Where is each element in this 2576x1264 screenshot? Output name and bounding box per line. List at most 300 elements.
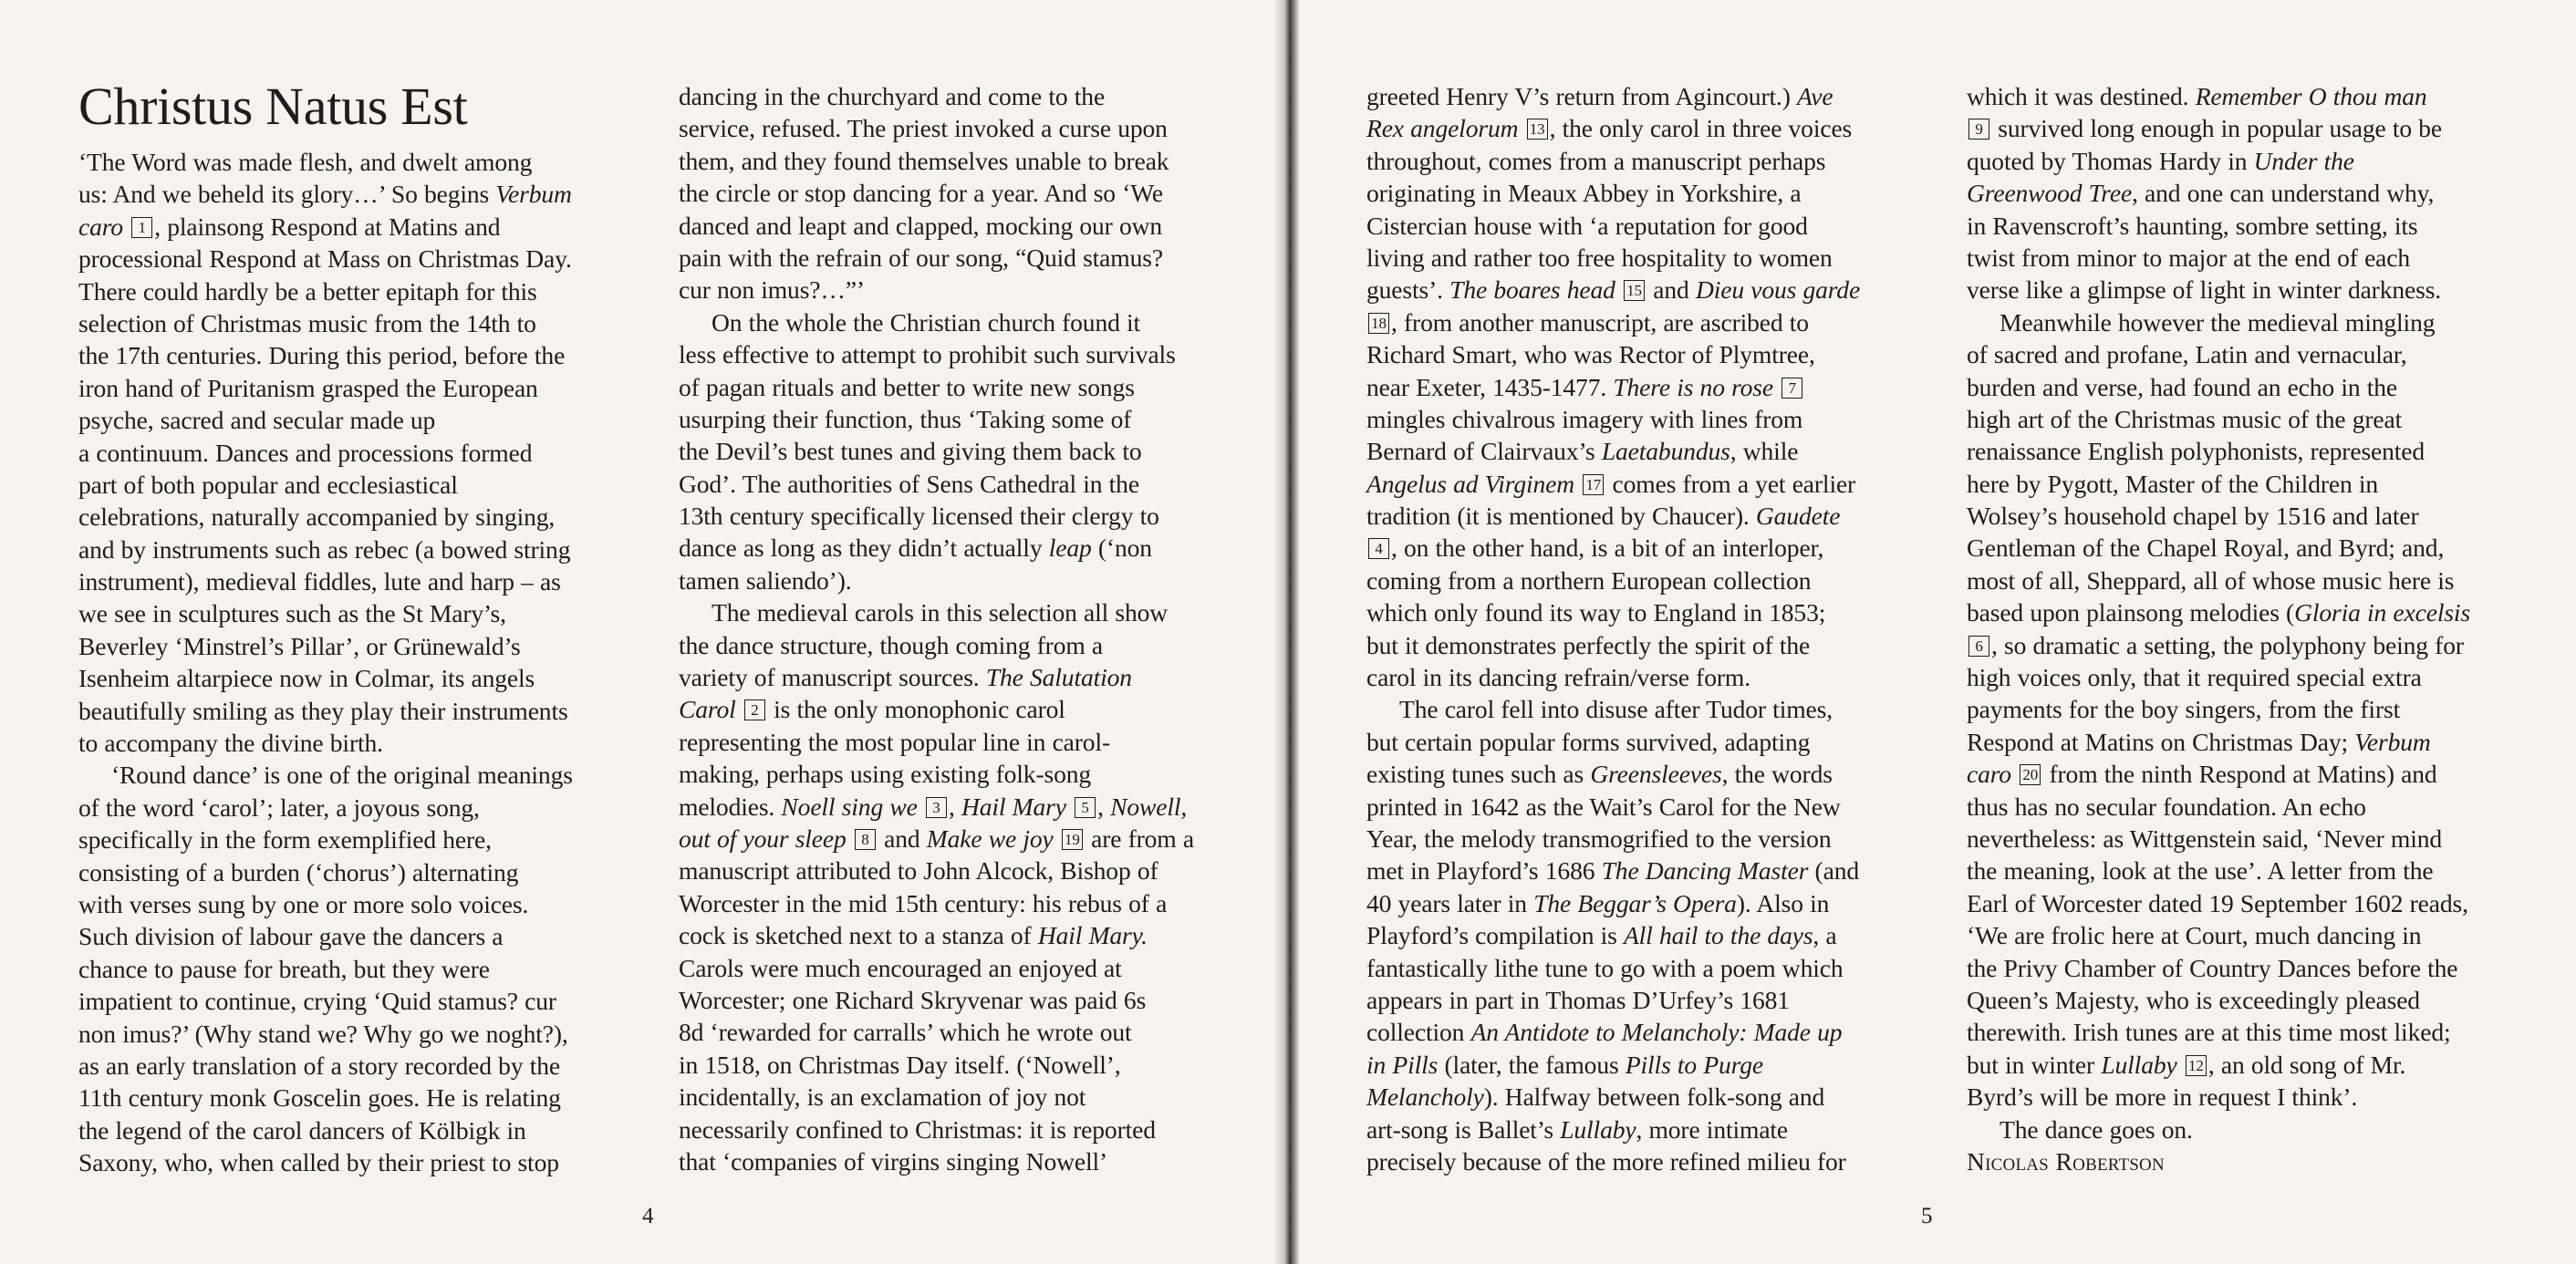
text-run: near Exeter, 1435-1477. xyxy=(1366,372,1614,401)
text-line xyxy=(78,920,644,952)
text-run: The dance goes on. xyxy=(2000,1114,2193,1144)
text-run: pain with the refrain of our song, “Quid stamus? xyxy=(679,243,1163,272)
text-line xyxy=(679,726,1244,758)
italic-title: Rex angelorum xyxy=(1366,114,1519,143)
italic-title: Hail Mary xyxy=(961,792,1066,821)
text-run: the meaning, look at the use’. A letter from the xyxy=(1967,856,2434,886)
italic-title: Verbum xyxy=(2354,727,2431,756)
text-run: therewith. Irish tunes are at this time most liked; xyxy=(1967,1018,2451,1047)
text-line xyxy=(78,1114,644,1146)
text-run: fantastically lithe tune to go with a poem which xyxy=(1366,953,1844,982)
text-line xyxy=(1967,145,2532,177)
text-line xyxy=(1366,726,1932,758)
text-line xyxy=(679,177,1244,209)
text-run: comes from a yet earlier xyxy=(1605,469,1856,498)
text-line xyxy=(78,339,644,371)
text-line xyxy=(1366,887,1932,919)
text-line xyxy=(1967,855,2532,886)
text-run: most of all, Sheppard, all of whose music here is xyxy=(1967,565,2455,595)
text-run xyxy=(918,793,924,821)
text-line xyxy=(78,1082,644,1114)
text-line xyxy=(1366,274,1932,306)
track-number-box: 17 xyxy=(1583,474,1604,495)
text-line xyxy=(1366,306,1932,338)
text-run: guests’. xyxy=(1366,275,1450,305)
text-run: of the word ‘carol’; later, a joyous song, xyxy=(78,793,480,822)
italic-title: Under the xyxy=(2253,146,2354,175)
text-run: met in Playford’s 1686 xyxy=(1366,856,1602,886)
text-line xyxy=(78,372,644,404)
text-run: with verses sung by one or more solo voices. xyxy=(78,889,529,918)
text-run xyxy=(1773,373,1780,401)
text-run: the circle or stop dancing for a year. And so ‘We xyxy=(679,179,1164,208)
italic-title: caro xyxy=(78,212,123,241)
text-line xyxy=(679,984,1244,1016)
text-line xyxy=(679,532,1244,564)
text-line xyxy=(78,178,644,210)
italic-title: caro xyxy=(1967,760,2011,789)
text-run: which only found its way to England in 1853; xyxy=(1366,598,1826,627)
text-run: to accompany the divine birth. xyxy=(78,729,383,758)
text-line xyxy=(1967,274,2532,306)
italic-title: Ave xyxy=(1797,82,1833,110)
text-run: Isenheim altarpiece now in Colmar, its angels xyxy=(78,664,535,693)
text-line xyxy=(78,243,644,275)
text-run: a continuum. Dances and processions formed xyxy=(78,438,533,467)
text-line xyxy=(1967,435,2532,467)
text-line xyxy=(1967,112,2532,144)
text-line xyxy=(1967,596,2532,628)
text-line xyxy=(679,80,1244,112)
track-number-box: 15 xyxy=(1624,280,1645,301)
track-number-box: 9 xyxy=(1968,119,1989,140)
text-run: but in winter xyxy=(1967,1050,2102,1079)
text-line xyxy=(679,145,1244,177)
text-run: are from a xyxy=(1084,824,1194,853)
text-line xyxy=(78,437,644,469)
text-line xyxy=(1967,984,2532,1016)
text-run: selection of Christmas music from the 14th to xyxy=(78,308,536,337)
text-line xyxy=(1967,371,2532,403)
text-line xyxy=(1366,791,1932,823)
text-line xyxy=(679,112,1244,144)
text-line xyxy=(1366,145,1932,177)
text-run: , on the other hand, is a bit of an interloper, xyxy=(1391,534,1824,563)
text-line xyxy=(78,727,644,759)
text-run: based upon plainsong melodies ( xyxy=(1967,598,2295,627)
text-line xyxy=(1366,565,1932,596)
text-run xyxy=(123,212,130,241)
text-run: Worcester; one Richard Skryvenar was paid 6s xyxy=(679,985,1147,1014)
text-run xyxy=(1054,824,1060,853)
text-run: that ‘companies of virgins singing Nowell’ xyxy=(679,1146,1108,1176)
text-line xyxy=(1366,1081,1932,1113)
text-line xyxy=(1967,1081,2532,1113)
text-run: in 1518, on Christmas Day itself. (‘Nowell’, xyxy=(679,1050,1121,1079)
text-run xyxy=(2011,760,2018,788)
track-number-box: 13 xyxy=(1527,119,1548,140)
text-line xyxy=(1366,661,1932,693)
text-line xyxy=(1366,1114,1932,1145)
text-run: , and one can understand why, xyxy=(2132,179,2435,208)
text-run: nevertheless: as Wittgenstein said, ‘Never mind xyxy=(1967,824,2443,853)
text-run: twist from minor to major at the end of each xyxy=(1967,243,2411,272)
text-line xyxy=(1366,693,1932,725)
text-line xyxy=(679,1049,1244,1081)
text-run: here by Pygott, Master of the Children in xyxy=(1967,469,2379,498)
text-line xyxy=(1967,338,2532,370)
text-run: God’. The authorities of Sens Cathedral in the xyxy=(679,469,1139,498)
text-line xyxy=(679,306,1244,338)
text-run: ‘The Word was made flesh, and dwelt among xyxy=(78,148,533,176)
italic-title: Remember O thou man xyxy=(2195,82,2427,110)
italic-title: Make we joy xyxy=(926,824,1054,853)
text-run: the legend of the carol dancers of Kölbigk in xyxy=(78,1115,526,1145)
text-run: Carols were much encouraged an enjoyed at xyxy=(679,953,1122,982)
text-line xyxy=(1967,1049,2532,1081)
text-line xyxy=(78,211,644,243)
text-line xyxy=(679,210,1244,242)
text-line xyxy=(1967,726,2532,758)
italic-title: Noell sing we xyxy=(781,792,918,821)
italic-title: Gaudete xyxy=(1755,502,1841,531)
text-run xyxy=(1518,114,1524,142)
text-line xyxy=(78,404,644,436)
italic-title: The Salutation xyxy=(985,663,1132,692)
text-line xyxy=(679,1114,1244,1145)
text-run: consisting of a burden (‘chorus’) alternating xyxy=(78,857,519,886)
text-run: but certain popular forms survived, adapting xyxy=(1366,727,1811,756)
text-run: (and xyxy=(1808,856,1859,886)
text-line xyxy=(1366,338,1932,370)
text-line xyxy=(679,855,1244,886)
text-run: and xyxy=(877,824,927,853)
text-run xyxy=(1615,275,1622,304)
text-line xyxy=(78,630,644,662)
text-line xyxy=(679,242,1244,274)
text-line xyxy=(1366,403,1932,435)
text-line xyxy=(1366,112,1932,144)
text-run: celebrations, naturally accompanied by singing, xyxy=(78,502,556,532)
track-number-box: 4 xyxy=(1368,538,1389,559)
text-run: greeted Henry V’s return from Agincourt.) xyxy=(1366,82,1798,110)
text-line xyxy=(1366,468,1932,500)
text-line xyxy=(1967,500,2532,532)
text-line xyxy=(679,823,1244,855)
text-line xyxy=(1366,1145,1932,1177)
track-number-box: 2 xyxy=(744,699,765,720)
italic-title: Gloria in excelsis xyxy=(2294,598,2471,627)
italic-title: Dieu vous garde xyxy=(1695,275,1861,305)
text-run: dance as long as they didn’t actually xyxy=(679,534,1049,563)
text-run: of sacred and profane, Latin and vernacular, xyxy=(1967,340,2407,369)
track-number-box: 6 xyxy=(1968,636,1989,657)
text-run: (later, the famous xyxy=(1438,1050,1626,1079)
italic-title: Laetabundus xyxy=(1601,437,1730,466)
text-run: processional Respond at Mass on Christmas Day. xyxy=(78,244,572,274)
text-line xyxy=(78,501,644,533)
italic-title: leap xyxy=(1048,534,1092,563)
text-line xyxy=(78,565,644,597)
text-line xyxy=(679,596,1244,628)
text-run: Richard Smart, who was Rector of Plymtree, xyxy=(1366,340,1815,369)
text-line xyxy=(1967,177,2532,209)
text-run: , xyxy=(948,792,961,821)
text-run: 11th century monk Goscelin goes. He is relating xyxy=(78,1083,561,1113)
italic-title: Nowell, xyxy=(1110,792,1188,821)
text-run: ). Also in xyxy=(1736,888,1830,917)
text-column-3 xyxy=(1366,80,1932,1177)
text-run: , more intimate xyxy=(1636,1114,1789,1144)
text-run: the Devil’s best tunes and giving them back to xyxy=(679,437,1142,466)
italic-title: The Dancing Master xyxy=(1601,856,1809,886)
text-run xyxy=(1574,470,1581,498)
text-column-1 xyxy=(78,146,644,1179)
text-line xyxy=(1967,1114,2532,1145)
text-run: high voices only, that it required special extra xyxy=(1967,663,2422,692)
text-run: cur non imus?…”’ xyxy=(679,275,865,305)
track-number-box: 19 xyxy=(1062,829,1083,850)
page-number-left: 4 xyxy=(642,1204,654,1228)
text-line xyxy=(78,597,644,629)
text-line xyxy=(1366,823,1932,855)
text-run: , while xyxy=(1729,437,1799,466)
text-line xyxy=(78,1018,644,1050)
text-line xyxy=(78,824,644,855)
text-line xyxy=(1967,919,2532,951)
text-run: 40 years later in xyxy=(1366,888,1534,917)
track-number-box: 7 xyxy=(1781,378,1802,399)
text-run: in Ravenscroft’s haunting, sombre setting, its xyxy=(1967,211,2418,240)
text-line xyxy=(679,791,1244,823)
text-run: payments for the boy singers, from the first xyxy=(1967,695,2401,724)
text-line xyxy=(1366,371,1932,403)
text-run: existing tunes such as xyxy=(1366,760,1591,789)
text-run: chance to pause for breath, but they were xyxy=(78,954,490,983)
italic-title: All hail to the days xyxy=(1623,921,1813,950)
text-run: 13th century specifically licensed their clergy to xyxy=(679,502,1159,531)
text-line xyxy=(679,371,1244,403)
track-number-box: 8 xyxy=(855,829,876,850)
text-run: instrument), medieval fiddles, lute and harp – as xyxy=(78,567,561,596)
text-column-4 xyxy=(1967,80,2532,1177)
text-line xyxy=(1967,403,2532,435)
text-run: Saxony, who, when called by their priest to stop xyxy=(78,1148,559,1177)
text-run: dancing in the churchyard and come to the xyxy=(679,82,1106,110)
track-number-box: 1 xyxy=(131,217,152,238)
text-line xyxy=(78,695,644,727)
text-run: the dance structure, though coming from a xyxy=(679,630,1104,659)
text-line xyxy=(1366,596,1932,628)
text-line xyxy=(1366,242,1932,274)
text-line xyxy=(679,629,1244,661)
italic-title: Carol xyxy=(679,695,736,724)
text-run: Wolsey’s household chapel by 1516 and later xyxy=(1967,502,2419,531)
text-line xyxy=(1967,306,2532,338)
text-run: cock is sketched next to a stanza of xyxy=(679,921,1038,950)
text-run: Playford’s compilation is xyxy=(1366,921,1624,950)
text-column-2 xyxy=(679,80,1244,1177)
text-run: them, and they found themselves unable to break xyxy=(679,146,1169,175)
text-line xyxy=(1366,1049,1932,1081)
text-line xyxy=(78,469,644,501)
text-run: (‘non xyxy=(1091,534,1152,563)
text-run: high art of the Christmas music of the great xyxy=(1967,404,2403,433)
text-run: living and rather too free hospitality to women xyxy=(1366,243,1833,272)
text-run: Year, the melody transmogrified to the version xyxy=(1366,824,1832,853)
italic-title: The Beggar’s Opera xyxy=(1533,888,1737,917)
text-line xyxy=(679,952,1244,984)
text-run xyxy=(1066,793,1073,821)
text-line xyxy=(679,435,1244,467)
text-run: Gentleman of the Chapel Royal, and Byrd; and, xyxy=(1967,534,2445,563)
text-run: ‘Round dance’ is one of the original meanings xyxy=(111,761,573,790)
text-line xyxy=(1967,693,2532,725)
text-line xyxy=(1967,758,2532,790)
text-line xyxy=(679,274,1244,306)
text-run: the Privy Chamber of Country Dances before the xyxy=(1967,953,2458,982)
text-line xyxy=(1967,565,2532,596)
text-line xyxy=(1366,210,1932,242)
text-line xyxy=(679,1081,1244,1113)
text-line xyxy=(1366,952,1932,984)
italic-title: Greensleeves xyxy=(1590,760,1722,789)
text-run: Such division of labour gave the dancers a xyxy=(78,922,504,951)
text-line xyxy=(1967,823,2532,855)
italic-title: Pills to Purge xyxy=(1625,1050,1763,1079)
text-line xyxy=(78,953,644,985)
text-run: 8d ‘rewarded for carralls’ which he wrote out xyxy=(679,1018,1132,1047)
text-run: manuscript attributed to John Alcock, Bishop of xyxy=(679,856,1158,886)
text-run: representing the most popular line in carol- xyxy=(679,727,1111,756)
italic-title: out of your sleep xyxy=(679,824,847,853)
text-run: tradition (it is mentioned by Chaucer). xyxy=(1366,502,1756,531)
text-run xyxy=(847,824,853,853)
italic-title: Lullaby xyxy=(1560,1114,1636,1144)
track-number-box: 5 xyxy=(1075,797,1096,818)
text-line xyxy=(78,985,644,1017)
text-run: from the ninth Respond at Matins) and xyxy=(2042,760,2437,789)
text-run: renaissance English polyphonists, represented xyxy=(1967,437,2425,466)
italic-title: Lullaby xyxy=(2101,1050,2177,1079)
text-line xyxy=(78,792,644,824)
text-line xyxy=(1967,629,2532,661)
text-run: which it was destined. xyxy=(1967,82,2196,110)
text-line xyxy=(78,888,644,920)
italic-title: There is no rose xyxy=(1613,372,1773,401)
text-run: non imus?’ (Why stand we? Why go we noght?), xyxy=(78,1019,568,1048)
text-run: The carol fell into disuse after Tudor times, xyxy=(1399,695,1833,724)
text-line xyxy=(679,565,1244,596)
track-number-box: 20 xyxy=(2020,764,2041,785)
text-line xyxy=(1366,855,1932,886)
text-run: Bernard of Clairvaux’s xyxy=(1366,437,1602,466)
track-number-box: 12 xyxy=(2186,1055,2207,1076)
author-signature: Nicolas Robertson xyxy=(1967,1146,2165,1176)
text-line xyxy=(679,403,1244,435)
text-line xyxy=(679,1145,1244,1177)
text-line xyxy=(1967,661,2532,693)
text-run: mingles chivalrous imagery with lines from xyxy=(1366,404,1803,433)
text-run xyxy=(736,695,743,723)
text-run: appears in part in Thomas D’Urfey’s 1681 xyxy=(1366,985,1790,1014)
track-number-box: 3 xyxy=(926,797,947,818)
text-run: specifically in the form exemplified here, xyxy=(78,825,492,855)
text-run: , the only carol in three voices xyxy=(1549,114,1853,143)
text-run: incidentally, is an exclamation of joy not xyxy=(679,1083,1086,1112)
text-run: precisely because of the more refined milieu for xyxy=(1366,1146,1846,1176)
text-line xyxy=(1366,435,1932,467)
text-run: There could hardly be a better epitaph for this xyxy=(78,276,537,306)
text-run: Beverley ‘Minstrel’s Pillar’, or Grünewald’s xyxy=(78,631,521,660)
italic-title: Greenwood Tree xyxy=(1967,179,2133,208)
text-line xyxy=(679,468,1244,500)
text-run: necessarily confined to Christmas: it is reported xyxy=(679,1114,1156,1144)
text-line xyxy=(1967,532,2532,564)
text-run: Cistercian house with ‘a reputation for good xyxy=(1366,211,1808,240)
text-run: Queen’s Majesty, who is exceedingly pleased xyxy=(1967,985,2420,1014)
text-run: quoted by Thomas Hardy in xyxy=(1967,146,2254,175)
text-run: Earl of Worcester dated 19 September 1602 reads, xyxy=(1967,888,2468,917)
text-line xyxy=(78,1146,644,1178)
text-run: , a xyxy=(1813,921,1837,950)
italic-title: Hail Mary. xyxy=(1037,921,1148,950)
text-run: we see in sculptures such as the St Mary’s, xyxy=(78,599,506,628)
text-run: coming from a northern European collection xyxy=(1366,565,1812,595)
text-run: collection xyxy=(1366,1018,1471,1047)
text-run: melodies. xyxy=(679,792,782,821)
text-line xyxy=(679,758,1244,790)
track-number-box: 18 xyxy=(1368,313,1389,334)
text-run: less effective to attempt to prohibit such survivals xyxy=(679,340,1176,369)
text-line xyxy=(78,146,644,178)
text-run: , from another manuscript, are ascribed to xyxy=(1391,307,1809,337)
text-line xyxy=(78,1050,644,1082)
text-line xyxy=(1366,984,1932,1016)
text-run: iron hand of Puritanism grasped the European xyxy=(78,373,538,402)
text-run: throughout, comes from a manuscript perhaps xyxy=(1366,146,1826,175)
text-line xyxy=(1366,758,1932,790)
text-run: originating in Meaux Abbey in Yorkshire, a xyxy=(1366,179,1802,208)
text-line xyxy=(78,307,644,339)
text-run: us: And we beheld its glory…’ So begins xyxy=(78,180,496,209)
text-line xyxy=(679,500,1244,532)
text-line xyxy=(679,887,1244,919)
text-run: part of both popular and ecclesiastical xyxy=(78,470,458,499)
text-run: psyche, sacred and secular made up xyxy=(78,406,436,435)
text-run: as an early translation of a story recorded by the xyxy=(78,1051,560,1080)
text-line xyxy=(1366,532,1932,564)
text-line xyxy=(1366,919,1932,951)
text-run: making, perhaps using existing folk-song xyxy=(679,760,1092,789)
text-line xyxy=(679,919,1244,951)
text-line xyxy=(78,856,644,888)
text-run: , plainsong Respond at Matins and xyxy=(154,212,501,241)
text-run: Worcester in the mid 15th century: his rebus of a xyxy=(679,888,1168,917)
text-run: printed in 1642 as the Wait’s Carol for the New xyxy=(1366,792,1841,821)
text-line xyxy=(78,275,644,307)
page-number-right: 5 xyxy=(1921,1204,1933,1228)
text-line xyxy=(78,759,644,791)
text-run: carol in its dancing refrain/verse form. xyxy=(1366,663,1750,692)
text-run: usurping their function, thus ‘Taking some of xyxy=(679,404,1132,433)
text-run: art-song is Ballet’s xyxy=(1366,1114,1561,1144)
text-run: , so dramatic a setting, the polyphony being for xyxy=(1991,630,2464,659)
text-line xyxy=(1366,500,1932,532)
text-run: thus has no secular foundation. An echo xyxy=(1967,792,2366,821)
text-run: , xyxy=(1097,792,1111,821)
text-run: The medieval carols in this selection all show xyxy=(712,598,1169,627)
